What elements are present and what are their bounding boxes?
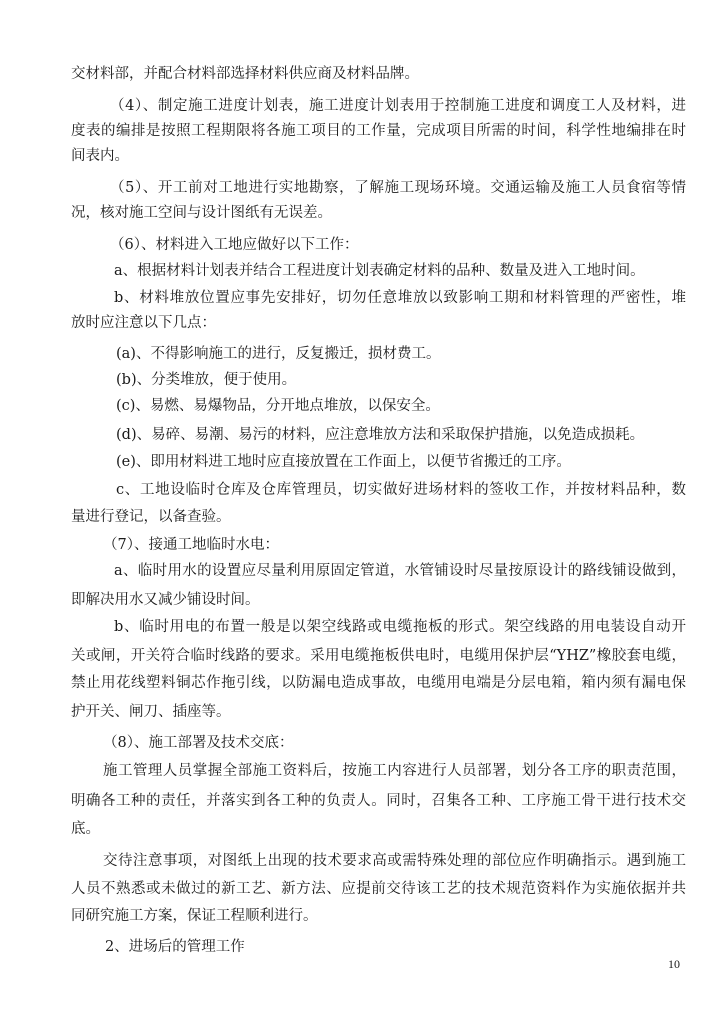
paragraph-line: （8）、施工部署及技术交底： [103, 735, 294, 751]
paragraph-line: （7）、接通工地临时水电： [103, 537, 279, 553]
paragraph-line: 量进行登记，以备查验。 [71, 509, 231, 525]
paragraph-line: 即解决用水又减少铺设时间。 [71, 592, 260, 608]
paragraph-line: 施工管理人员掌握全部施工资料后，按施工内容进行人员部署，划分各工序的职责范围， [103, 763, 686, 779]
paragraph-line: b、临时用电的布置一般是以架空线路或电缆拖板的形式。架空线路的用电装设自动开 [114, 619, 686, 635]
paragraph-line: 人员不熟悉或未做过的新工艺、新方法、应提前交待该工艺的技术规范资料作为实施依据并共 [71, 881, 686, 897]
paragraph-line: (a)、不得影响施工的进行，反复搬迁，损材费工。 [116, 346, 441, 362]
paragraph-line: 况，核对施工空间与设计图纸有无误差。 [71, 205, 332, 221]
paragraph-line: c、工地设临时仓库及仓库管理员，切实做好进场材料的签收工作，并按材料品种，数 [116, 482, 686, 498]
paragraph-line: 度表的编排是按照工程期限将各施工项目的工作量，完成项目所需的时间，科学性地编排在时 [71, 123, 686, 139]
paragraph-line: b、材料堆放位置应事先安排好，切勿任意堆放以致影响工期和材料管理的严密性，堆 [114, 290, 686, 306]
paragraph-line: 护开关、闸刀、插座等。 [71, 704, 231, 720]
section-heading: 2、进场后的管理工作 [105, 939, 245, 955]
paragraph-line: 间表内。 [71, 148, 129, 164]
paragraph-line: 关或闸，开关符合临时线路的要求。采用电缆拖板供电时，电缆用保护层“YHZ”橡胶套电缆， [71, 648, 686, 664]
paragraph-line: 交材料部，并配合材料部选择材料供应商及材料品牌。 [71, 66, 419, 82]
paragraph-line: a、根据材料计划表并结合工程进度计划表确定材料的品种、数量及进入工地时间。 [114, 263, 645, 279]
paragraph-line: 底。 [71, 821, 100, 837]
paragraph-line: （5）、开工前对工地进行实地勘察，了解施工现场环境。交通运输及施工人员食宿等情 [110, 180, 686, 196]
paragraph-line: （6）、材料进入工地应做好以下工作： [110, 237, 359, 253]
paragraph-line: (d)、易碎、易潮、易污的材料，应注意堆放方法和采取保护措施，以免造成损耗。 [116, 427, 645, 443]
page-number: 10 [668, 957, 680, 971]
paragraph-line: a、临时用水的设置应尽量利用原固定管道，水管铺设时尽量按原设计的路线铺设做到， [114, 563, 686, 579]
paragraph-line: （4）、制定施工进度计划表，施工进度计划表用于控制施工进度和调度工人及材料，进 [110, 98, 686, 114]
paragraph-line: 同研究施工方案，保证工程顺利进行。 [71, 908, 318, 924]
paragraph-line: 禁止用花线塑料铜芯作拖引线，以防漏电造成事故，电缆用电端是分层电箱，箱内须有漏电保 [71, 675, 686, 691]
paragraph-line: 明确各工种的责任，并落实到各工种的负责人。同时，召集各工种、工序施工骨干进行技术交 [71, 793, 686, 809]
paragraph-line: (c)、易燃、易爆物品，分开地点堆放，以保安全。 [116, 398, 440, 414]
paragraph-line: 交待注意事项，对图纸上出现的技术要求高或需特殊处理的部位应作明确指示。遇到施工 [103, 853, 686, 869]
paragraph-line: 放时应注意以下几点： [71, 315, 216, 331]
paragraph-line: (e)、即用材料进工地时应直接放置在工作面上，以便节省搬迁的工序。 [116, 454, 571, 470]
paragraph-line: (b)、分类堆放，便于使用。 [116, 372, 297, 388]
